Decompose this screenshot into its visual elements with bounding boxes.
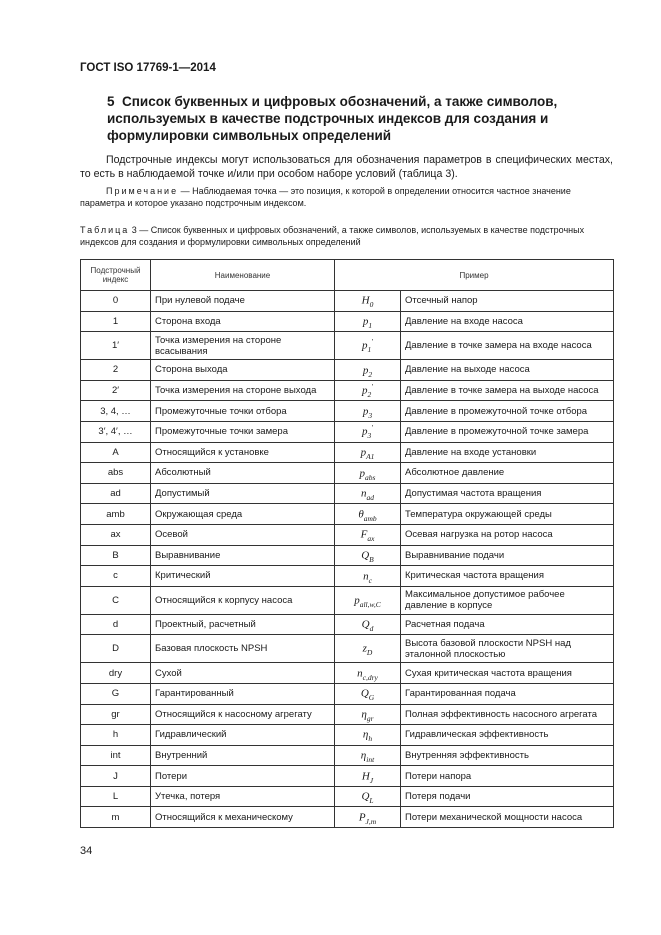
cell-name: Относящийся к корпусу насоса bbox=[151, 586, 335, 614]
cell-symbol bbox=[335, 725, 401, 746]
cell-example: Давление на входе установки bbox=[401, 442, 614, 463]
cell-name: Гидравлический bbox=[151, 725, 335, 746]
cell-symbol bbox=[335, 545, 401, 566]
table-row bbox=[81, 380, 614, 401]
cell-name: Сторона входа bbox=[151, 311, 335, 332]
cell-index: dry bbox=[81, 663, 151, 684]
table-row bbox=[81, 745, 614, 766]
symbol-subscript: 0 bbox=[369, 300, 374, 310]
cell-name: Относящийся к установке bbox=[151, 442, 335, 463]
cell-example: Выравнивание подачи bbox=[401, 545, 614, 566]
cell-example: Расчетная подача bbox=[401, 614, 614, 635]
symbol-letter: θ bbox=[358, 508, 364, 521]
table-row bbox=[81, 586, 614, 614]
cell-example: Максимальное допустимое рабочее давление в корпусе bbox=[401, 586, 614, 614]
table-row bbox=[81, 483, 614, 504]
cell-example: Внутренняя эффективность bbox=[401, 745, 614, 766]
cell-symbol bbox=[335, 786, 401, 807]
cell-example: Давление в точке замера на входе насоса bbox=[401, 332, 614, 360]
cell-example: Осевая нагрузка на ротор насоса bbox=[401, 524, 614, 545]
cell-symbol bbox=[335, 635, 401, 663]
table-row bbox=[81, 614, 614, 635]
symbol-subscript: ad bbox=[366, 492, 374, 502]
symbol-subscript: 2 bbox=[368, 369, 373, 379]
section-title-text: Список буквенных и цифровых обозначений, а также символов, используемых в качестве подстрочных индексов для создания и формулировки символьных определений bbox=[107, 94, 558, 143]
symbol-letter: n bbox=[361, 487, 367, 500]
table-row bbox=[81, 442, 614, 463]
table-row bbox=[81, 291, 614, 312]
table-row bbox=[81, 421, 614, 442]
symbol-letter: p bbox=[359, 467, 366, 480]
cell-name: Внутренний bbox=[151, 745, 335, 766]
cell-example: Температура окружающей среды bbox=[401, 504, 614, 525]
cell-example: Полная эффективность насосного агрегата bbox=[401, 704, 614, 725]
symbol-subscript: c,dry bbox=[362, 672, 378, 682]
table-row bbox=[81, 360, 614, 381]
cell-index: 0 bbox=[81, 291, 151, 312]
header-example: Пример bbox=[335, 260, 614, 291]
cell-index: L bbox=[81, 786, 151, 807]
symbol-letter: Q bbox=[361, 618, 370, 631]
table-row bbox=[81, 704, 614, 725]
cell-index: A bbox=[81, 442, 151, 463]
note-text: — Наблюдаемая точка — это позиция, к которой в определении относится частное значение параметра и которое указано подстрочным индексом. bbox=[80, 186, 571, 208]
cell-index: ad bbox=[81, 483, 151, 504]
cell-symbol bbox=[335, 683, 401, 704]
table-row bbox=[81, 566, 614, 587]
cell-index: abs bbox=[81, 463, 151, 484]
cell-index: D bbox=[81, 635, 151, 663]
cell-example: Абсолютное давление bbox=[401, 463, 614, 484]
table-header-row bbox=[81, 260, 614, 291]
table-row bbox=[81, 683, 614, 704]
cell-name: Точка измерения на стороне всасывания bbox=[151, 332, 335, 360]
cell-index: d bbox=[81, 614, 151, 635]
symbol-subscript: abs bbox=[365, 472, 376, 482]
symbol-subscript: c bbox=[368, 575, 372, 585]
cell-name: Промежуточные точки отбора bbox=[151, 401, 335, 422]
table-row bbox=[81, 332, 614, 360]
cell-symbol bbox=[335, 401, 401, 422]
cell-index: 3, 4, … bbox=[81, 401, 151, 422]
cell-symbol bbox=[335, 663, 401, 684]
table-row bbox=[81, 635, 614, 663]
cell-index: h bbox=[81, 725, 151, 746]
symbol-superscript: ′ bbox=[371, 423, 373, 433]
cell-symbol bbox=[335, 463, 401, 484]
symbol-letter: p bbox=[362, 405, 369, 418]
symbol-letter: p bbox=[362, 384, 368, 397]
document-code: ГОСТ ISO 17769-1—2014 bbox=[80, 62, 216, 74]
symbol-subscript: 1 bbox=[368, 320, 373, 330]
cell-name: Выравнивание bbox=[151, 545, 335, 566]
cell-name: Проектный, расчетный bbox=[151, 614, 335, 635]
note bbox=[80, 185, 613, 209]
symbol-subscript: int bbox=[366, 754, 375, 764]
symbol-letter: η bbox=[362, 729, 369, 742]
cell-symbol bbox=[335, 524, 401, 545]
cell-symbol bbox=[335, 483, 401, 504]
symbol-letter: p bbox=[360, 446, 367, 459]
table-row bbox=[81, 725, 614, 746]
symbol-letter: η bbox=[360, 749, 367, 762]
cell-symbol bbox=[335, 704, 401, 725]
cell-name: Промежуточные точки замера bbox=[151, 421, 335, 442]
cell-symbol bbox=[335, 807, 401, 828]
cell-name: Относящийся к механическому bbox=[151, 807, 335, 828]
cell-symbol bbox=[335, 566, 401, 587]
symbol-letter: p bbox=[362, 364, 369, 377]
cell-example: Давление в промежуточной точке отбора bbox=[401, 401, 614, 422]
cell-name: Осевой bbox=[151, 524, 335, 545]
cell-symbol bbox=[335, 614, 401, 635]
cell-index: amb bbox=[81, 504, 151, 525]
cell-symbol bbox=[335, 311, 401, 332]
cell-name: Сторона выхода bbox=[151, 360, 335, 381]
cell-name: Критический bbox=[151, 566, 335, 587]
section-number: 5 bbox=[107, 94, 115, 109]
table-row bbox=[81, 786, 614, 807]
symbol-letter: Q bbox=[360, 687, 369, 700]
symbol-subscript: d bbox=[369, 623, 374, 633]
cell-index: ax bbox=[81, 524, 151, 545]
symbol-subscript: amb bbox=[363, 513, 377, 523]
cell-name: Гарантированный bbox=[151, 683, 335, 704]
cell-example: Давление на входе насоса bbox=[401, 311, 614, 332]
cell-name: Сухой bbox=[151, 663, 335, 684]
page-number: 34 bbox=[80, 845, 93, 857]
cell-symbol bbox=[335, 745, 401, 766]
table-row bbox=[81, 463, 614, 484]
cell-index: c bbox=[81, 566, 151, 587]
symbol-subscript: A1 bbox=[366, 451, 375, 461]
intro-paragraph: Подстрочные индексы могут использоваться для обозначения параметров в специфических местах, то есть в наблюдаемой точке и/или при особом наборе условий (таблица 3). bbox=[80, 154, 613, 180]
symbol-letter: H bbox=[361, 770, 370, 783]
table-row bbox=[81, 311, 614, 332]
cell-index: J bbox=[81, 766, 151, 787]
cell-example: Потеря подачи bbox=[401, 786, 614, 807]
cell-index: 2 bbox=[81, 360, 151, 381]
symbol-subscript: L bbox=[369, 796, 374, 806]
cell-example: Давление на выходе насоса bbox=[401, 360, 614, 381]
symbol-letter: z bbox=[362, 643, 367, 656]
cell-index: C bbox=[81, 586, 151, 614]
cell-index: G bbox=[81, 683, 151, 704]
cell-symbol bbox=[335, 504, 401, 525]
cell-index: 2′ bbox=[81, 380, 151, 401]
symbol-subscript: 3 bbox=[368, 410, 373, 420]
table-row bbox=[81, 504, 614, 525]
cell-example: Гарантированная подача bbox=[401, 683, 614, 704]
cell-symbol bbox=[335, 332, 401, 360]
symbol-superscript: ′ bbox=[371, 337, 373, 347]
header-name: Наименование bbox=[151, 260, 335, 291]
cell-symbol bbox=[335, 360, 401, 381]
table-row bbox=[81, 807, 614, 828]
symbol-subscript: ax bbox=[367, 534, 375, 544]
cell-example: Давление в промежуточной точке замера bbox=[401, 421, 614, 442]
symbol-letter: n bbox=[357, 667, 363, 680]
symbol-letter: F bbox=[360, 528, 368, 541]
symbol-letter: n bbox=[363, 570, 369, 583]
cell-example: Давление в точке замера на выходе насоса bbox=[401, 380, 614, 401]
cell-example: Потери напора bbox=[401, 766, 614, 787]
symbol-subscript: B bbox=[369, 554, 374, 564]
cell-example: Сухая критическая частота вращения bbox=[401, 663, 614, 684]
cell-name: Утечка, потеря bbox=[151, 786, 335, 807]
symbol-subscript: D bbox=[366, 648, 373, 658]
cell-example: Критическая частота вращения bbox=[401, 566, 614, 587]
cell-example: Допустимая частота вращения bbox=[401, 483, 614, 504]
table-caption-label: Таблица bbox=[80, 225, 130, 235]
symbol-subscript: 3 bbox=[367, 431, 372, 441]
cell-name: Относящийся к насосному агрегату bbox=[151, 704, 335, 725]
cell-name: При нулевой подаче bbox=[151, 291, 335, 312]
symbol-letter: H bbox=[361, 295, 370, 308]
table-row bbox=[81, 766, 614, 787]
symbol-letter: p bbox=[362, 315, 369, 328]
cell-index: m bbox=[81, 807, 151, 828]
symbol-subscript: G bbox=[368, 693, 375, 703]
cell-name: Абсолютный bbox=[151, 463, 335, 484]
cell-index: 1 bbox=[81, 311, 151, 332]
table-row bbox=[81, 545, 614, 566]
cell-name: Базовая плоскость NPSH bbox=[151, 635, 335, 663]
symbol-subscript: J,m bbox=[365, 816, 377, 826]
symbol-letter: P bbox=[358, 811, 366, 824]
section-title bbox=[107, 93, 587, 144]
cell-symbol bbox=[335, 421, 401, 442]
cell-name: Потери bbox=[151, 766, 335, 787]
subscripts-table bbox=[80, 259, 614, 828]
table-caption bbox=[80, 224, 613, 248]
symbol-letter: η bbox=[361, 708, 367, 721]
table-row bbox=[81, 663, 614, 684]
symbol-subscript: all,w,C bbox=[359, 599, 381, 609]
cell-symbol bbox=[335, 380, 401, 401]
cell-name: Точка измерения на стороне выхода bbox=[151, 380, 335, 401]
cell-name: Допустимый bbox=[151, 483, 335, 504]
symbol-subscript: gr bbox=[366, 713, 374, 723]
symbol-letter: p bbox=[362, 339, 368, 352]
table-row bbox=[81, 401, 614, 422]
cell-index: 1′ bbox=[81, 332, 151, 360]
note-label: Примечание bbox=[106, 186, 179, 196]
symbol-subscript: 2 bbox=[367, 390, 372, 399]
symbol-subscript: J bbox=[369, 775, 374, 785]
symbol-subscript: h bbox=[368, 734, 373, 744]
cell-symbol bbox=[335, 766, 401, 787]
symbol-letter: Q bbox=[361, 790, 370, 803]
symbol-subscript: 1 bbox=[367, 345, 372, 355]
symbol-letter: Q bbox=[361, 549, 370, 562]
cell-symbol bbox=[335, 291, 401, 312]
table-body bbox=[81, 291, 614, 828]
symbol-letter: p bbox=[354, 594, 360, 607]
cell-example: Гидравлическая эффективность bbox=[401, 725, 614, 746]
symbol-letter: p bbox=[362, 426, 368, 438]
cell-name: Окружающая среда bbox=[151, 504, 335, 525]
table-caption-text: 3 — Список буквенных и цифровых обозначений, а также символов, используемых в качестве подстрочных индексов для создания и формулировки символьных определений bbox=[80, 225, 585, 247]
header-index: Подстрочный индекс bbox=[81, 260, 151, 291]
symbol-superscript: ′ bbox=[371, 382, 373, 392]
cell-symbol bbox=[335, 586, 401, 614]
cell-example: Высота базовой плоскости NPSH над эталонной плоскостью bbox=[401, 635, 614, 663]
cell-index: B bbox=[81, 545, 151, 566]
cell-index: int bbox=[81, 745, 151, 766]
cell-example: Потери механической мощности насоса bbox=[401, 807, 614, 828]
cell-index: 3′, 4′, … bbox=[81, 421, 151, 442]
cell-index: gr bbox=[81, 704, 151, 725]
table-row bbox=[81, 524, 614, 545]
cell-example: Отсечный напор bbox=[401, 291, 614, 312]
cell-symbol bbox=[335, 442, 401, 463]
